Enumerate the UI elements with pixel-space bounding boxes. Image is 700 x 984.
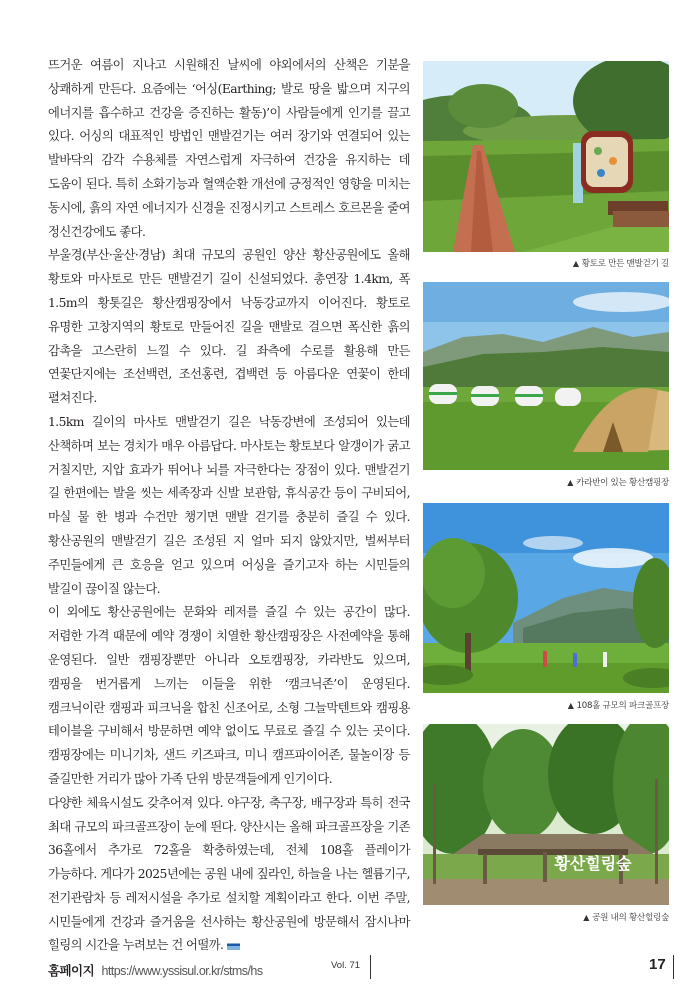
paragraph-earthing-intro: 뜨거운 여름이 지나고 시원해진 날씨에 야외에서의 산책은 기분을 상쾌하게 만든다. 요즘에는 ‘어싱(Earthing; 발로 땅을 밟으며 지구의 에너지를 흡수하고 건강을 증진하는 활동)’이 사람들에게 인기를 끌고 있다. 어싱의 대표적인 방법인 맨발걷기는 여러 장기와 연결되어 있는 발바닥의 감각 수용체를 자연스럽게 자극하여 건강을 유지하는 데 도움이 된다. 특히 소화기능과 혈액순환 개선에 긍정적인 영향을 미치는 동시에, 흙의 자연 에너지가 신경을 진정시키고 스트레스 호르몬을 줄여 정신건강에도 좋다. [48,58,410,239]
caption-photo-clay-path [573,257,669,269]
paragraph-sports-text: 다양한 체육시설도 갖추어져 있다. 야구장, 축구장, 배구장과 특히 전국 최대 규모의 파크골프장이 눈에 띈다. 양산시는 올해 파크골프장을 기존 36홀에서 추가로 72홀을 확충하였는데, 전체 108홀 플레이가 가능하다. 게다가 2025년에는 공원 내에 짚라인, 하늘을 나는 헬륨기구, 전기관람차 등 레저시설을 추가로 설치할 계획이라고 한다. 이번 주말, 시민들에게 건강과 즐거움을 선사하는 황산공원에 방문해서 잠시나마 힐링의 시간을 누려보는 건 어떨까. [48,795,410,953]
caption-text: 카라반이 있는 황산캠핑장 [576,478,669,488]
article-body [48,54,410,984]
caption-photo-campground [567,476,669,488]
forest-sign-text: 황산힐링숲 [554,854,632,873]
paragraph-camping: 이 외에도 황산공원에는 문화와 레저를 즐길 수 있는 공간이 많다. 저렴한 가격 때문에 예약 경쟁이 치열한 황산캠핑장은 사전예약을 통해 운영된다. 일반 캠핑장뿐만 아니라 오토캠핑장, 카라반도 있으며, 캠핑을 번거롭게 느끼는 이들을 위한 ‘캠크닉존’이 운영된다. 캠크닉이란 캠핑과 피크닉을 합친 신조어로, 소형 그늘막텐트와 캠핑용 테이블을 구비해서 방문하면 예약 없이도 무료로 즐길 수 있는 곳이다. 캠핑장에는 미니기차, 샌드 키즈파크, 미니 캠프파이어존, 물놀이장 등 즐길만한 거리가 많아 가족 단위 방문객들에게 인기이다. [48,605,410,786]
homepage-label: 홈페이지 [48,963,95,979]
homepage-link[interactable]: https://www.yssisul.or.kr/stms/hs [101,964,263,979]
photo-park-golf-image [423,503,669,693]
photo-clay-path [423,61,669,252]
end-mark-icon [227,941,240,950]
caption-marker-icon: ▲ [567,478,574,487]
photo-clay-path-image [423,61,669,252]
caption-text: 공원 내의 황산힐링숲 [592,913,669,923]
photo-healing-forest-image [423,724,669,905]
caption-photo-park-golf [568,699,669,711]
page-number: 17 [649,956,666,973]
caption-marker-icon: ▲ [567,701,574,710]
photo-healing-forest [423,724,669,905]
photo-campground-image [423,282,669,470]
photo-campground [423,282,669,470]
paragraph-masato-path: 1.5km 길이의 마사토 맨발걷기 길은 낙동강변에 조성되어 있는데 산책하며 보는 경치가 매우 아름답다. 마사토는 황토보다 알갱이가 굵고 거칠지만, 지압 효과가 뛰어나 뇌를 자극한다는 장점이 있다. 맨발걷기 길 한편에는 발을 씻는 세족장과 신발 보관함, 휴식공간 등이 구비되어, 마실 물 한 병과 수건만 챙기면 맨발 걷기를 충분히 즐길 수 있다. 황산공원의 맨발걷기 길은 조성된 지 얼마 되지 않았지만, 벌써부터 주민들에게 큰 호응을 얻고 있으며 어싱을 즐기고자 하는 시민들의 발길이 끊이질 않는다. [48,414,410,596]
caption-marker-icon: ▲ [583,913,590,922]
caption-text: 108홀 규모의 파크골프장 [576,701,669,711]
footer-divider-right [673,955,674,979]
paragraph-sports-facilities [48,792,410,959]
volume-label: Vol. 71 [331,960,361,971]
paragraph-barefoot-path: 부울경(부산·울산·경남) 최대 규모의 공원인 양산 황산공원에도 올해 황토와 마사토로 만든 맨발걷기 길이 신설되었다. 총연장 1.4km, 폭 1.5m의 황톳길은 황산캠핑장에서 낙동강교까지 이어진다. 황토로 유명한 고창지역의 황토로 만들어진 길을 맨발로 걸으면 폭신한 흙의 감촉을 고스란히 느낄 수 있다. 길 좌측에 수로를 활용해 만든 연꽃단지에는 조선백련, 조선홍련, 겹백련 등 아름다운 연꽃이 한데 펼쳐진다. [48,248,410,406]
caption-text: 황토로 만든 맨발걷기 길 [581,259,669,269]
caption-photo-healing-forest [583,911,669,923]
photo-park-golf [423,503,669,693]
caption-marker-icon: ▲ [572,259,579,268]
footer-divider [370,955,371,979]
